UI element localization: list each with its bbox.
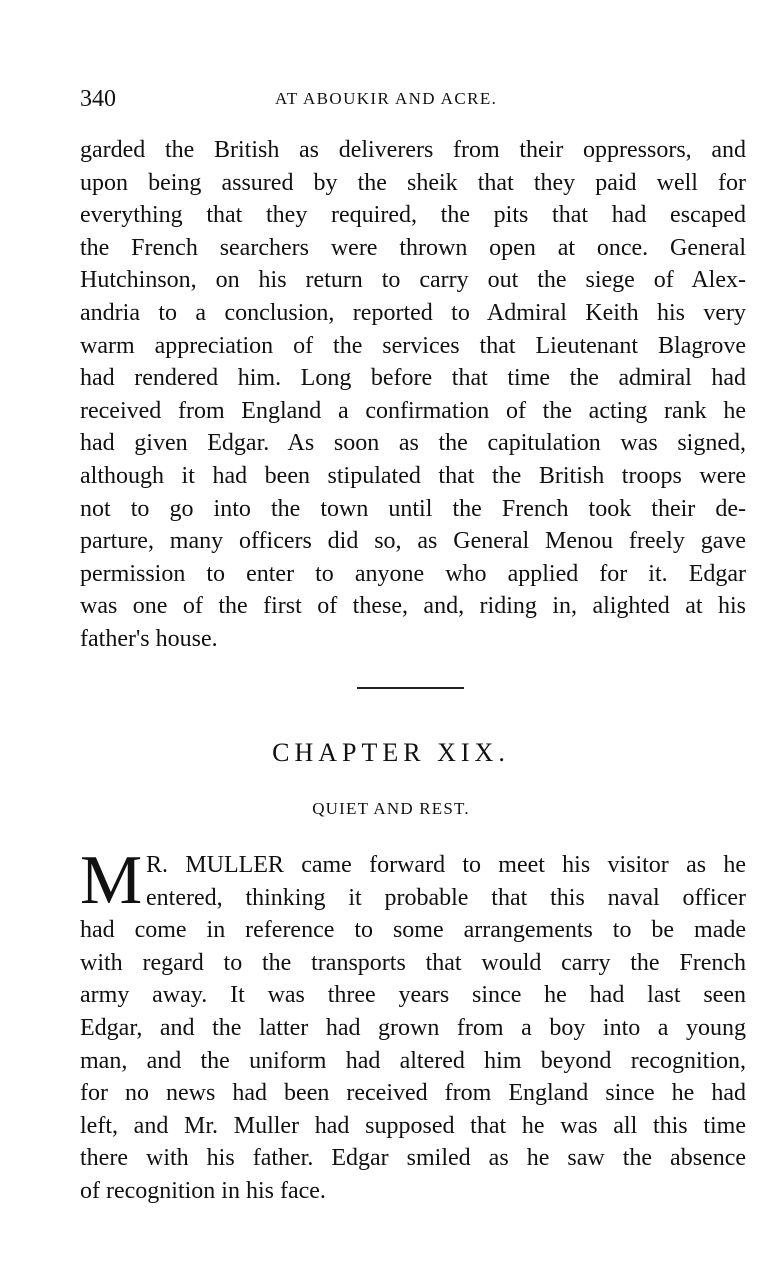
section-divider [357,687,464,689]
paragraph-continued [80,134,746,656]
text-line: entered, thinking it probable that this naval officer [146,884,746,911]
text-line: there with his father. Edgar smiled as he saw the absence [80,1145,746,1172]
running-title: AT ABOUKIR AND ACRE. [275,89,498,108]
text-line: had given Edgar. As soon as the capitulation was signed, [80,430,746,457]
text-line: andria to a conclusion, reported to Admiral Keith his very [80,299,746,326]
text-line: army away. It was three years since he had last seen [80,982,746,1009]
text-line: was one of the first of these, and, riding in, alighted at his [80,593,746,620]
text-line: warm appreciation of the services that Lieutenant Blagrove [80,332,746,359]
text-line: the French searchers were thrown open at once. General [80,234,746,261]
text-line: permission to enter to anyone who applied for it. Edgar [80,560,746,587]
text-line: Edgar, and the latter had grown from a boy into a young [80,1014,746,1041]
page-number: 340 [80,86,116,112]
text-line: had rendered him. Long before that time the admiral had [80,365,746,392]
text-line: had come in reference to some arrangements to be made [80,917,746,944]
text-line: R. MULLER came forward to meet his visitor as he [146,852,746,878]
chapter-subtitle: QUIET AND REST. [312,799,470,818]
text-line: for no news had been received from England since he had [80,1080,746,1107]
text-line: received from England a confirmation of the acting rank he [80,397,746,424]
drop-cap: M [80,842,143,919]
text-line: father's house. [80,625,218,652]
text-line: of recognition in his face. [80,1177,326,1204]
text-line: garded the British as deliverers from their oppressors, and [80,137,746,163]
text-line: upon being assured by the sheik that they paid well for [80,169,746,196]
text-line: although it had been stipulated that the British troops were [80,462,746,489]
text-line: not to go into the town until the French took their de- [80,495,746,522]
running-head [80,84,746,114]
text-line: man, and the uniform had altered him beyond recognition, [80,1047,746,1074]
text-line: Hutchinson, on his return to carry out the siege of Alex- [80,267,746,294]
text-line: parture, many officers did so, as General Menou freely gave [80,528,746,555]
chapter-opening-paragraph [80,842,746,1208]
text-line: with regard to the transports that would carry the French [80,949,746,976]
text-line: left, and Mr. Muller had supposed that he was all this time [80,1112,746,1139]
chapter-title: CHAPTER XIX. [272,738,510,767]
text-line: everything that they required, the pits that had escaped [80,202,746,229]
